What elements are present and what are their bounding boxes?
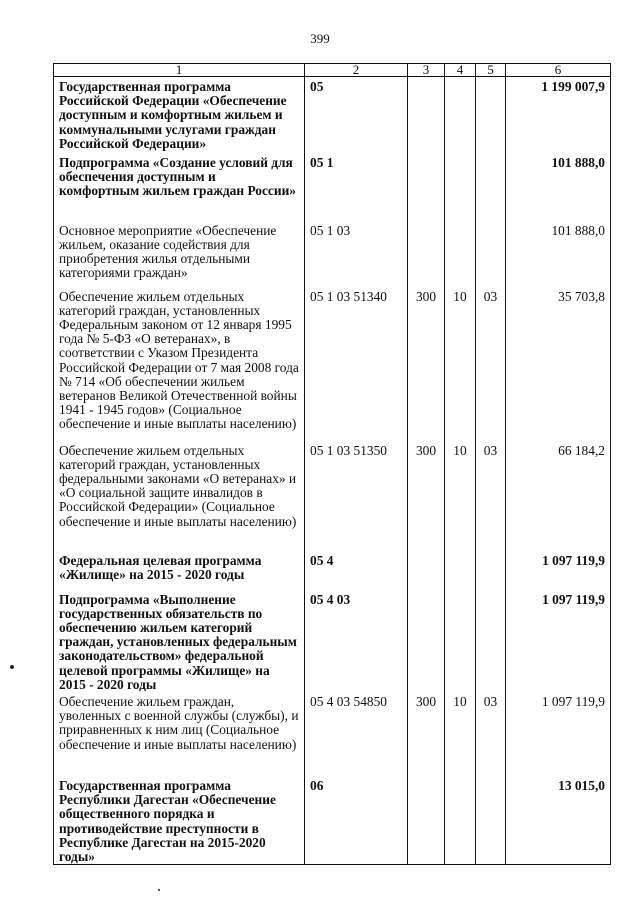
row-vr [408,77,445,153]
row-code: 05 4 [305,551,408,590]
row-name: Федеральная целевая программа «Жилище» на 2015 - 2020 годы [54,551,305,590]
header-col-1: 1 [54,64,305,77]
row-vr [408,551,445,590]
row-name: Обеспечение жильем граждан, уволенных с военной службы (службы), и приравненных к ним лиц (Социальное обеспечение и иные выплаты населению) [54,692,305,776]
row-code: 05 1 03 51350 [305,441,408,551]
row-rz [445,77,476,153]
row-amount: 1 199 007,9 [506,77,611,153]
row-vr [408,776,445,865]
row-pr: 03 [476,441,506,551]
row-code: 06 [305,776,408,865]
row-code: 05 [305,77,408,153]
header-row [54,64,611,77]
row-code: 05 1 [305,153,408,221]
header-col-2: 2 [305,64,408,77]
row-pr: 03 [476,692,506,776]
row-code: 05 1 03 51340 [305,287,408,441]
header-col-4: 4 [445,64,476,77]
table-row [54,590,611,692]
table-row [54,551,611,590]
table-row [54,692,611,776]
row-amount: 1 097 119,9 [506,590,611,692]
row-vr: 300 [408,287,445,441]
row-amount: 101 888,0 [506,153,611,221]
row-rz [445,776,476,865]
row-code: 05 4 03 54850 [305,692,408,776]
table-row [54,153,611,221]
row-amount: 101 888,0 [506,221,611,287]
page-number: 399 [310,31,330,46]
row-amount: 13 015,0 [506,776,611,865]
row-name: Подпрограмма «Выполнение государственных обязательств по обеспечению жильем категорий граждан, установленных федеральным законодательством» федеральной целевой программы «Жилище» на 2015 - 2020 годы [54,590,305,692]
table-row [54,441,611,551]
header-col-6: 6 [506,64,611,77]
margin-dot [10,665,14,669]
row-pr [476,77,506,153]
table-row [54,287,611,441]
row-code: 05 1 03 [305,221,408,287]
row-pr [476,221,506,287]
row-rz [445,221,476,287]
row-rz: 10 [445,692,476,776]
row-rz: 10 [445,287,476,441]
row-vr: 300 [408,441,445,551]
row-amount: 1 097 119,9 [506,692,611,776]
row-amount: 66 184,2 [506,441,611,551]
row-vr [408,153,445,221]
table-row [54,221,611,287]
table-row [54,77,611,153]
row-code: 05 4 03 [305,590,408,692]
row-pr [476,590,506,692]
row-name: Обеспечение жильем отдельных категорий граждан, установленных федеральными законами «О ветеранах» и «О социальной защите инвалидов в Российской Федерации» (Социальное обеспечение и иные выплаты населению) [54,441,305,551]
table-row [54,776,611,865]
row-rz: 10 [445,441,476,551]
row-pr [476,776,506,865]
budget-table [53,63,611,865]
row-rz [445,551,476,590]
row-vr [408,590,445,692]
row-amount: 35 703,8 [506,287,611,441]
row-rz [445,153,476,221]
row-vr [408,221,445,287]
header-col-3: 3 [408,64,445,77]
row-pr [476,551,506,590]
row-vr: 300 [408,692,445,776]
row-rz [445,590,476,692]
row-name: Обеспечение жильем отдельных категорий граждан, установленных Федеральным законом от 12 января 1995 года № 5-ФЗ «О ветеранах», в соответствии с Указом Президента Российской Федерации от 7 мая 2008 года № 714 «Об обеспечении жильем ветеранов Великой Отечественной войны 1941 - 1945 годов» (Социальное обеспечение и иные выплаты населению) [54,287,305,441]
row-name: Государственная программа Республики Дагестан «Обеспечение общественного порядка и противодействие преступности в Республике Дагестан на 2015-2020 годы» [54,776,305,865]
row-amount: 1 097 119,9 [506,551,611,590]
row-pr [476,153,506,221]
row-name: Основное мероприятие «Обеспечение жильем, оказание содействия для приобретения жилья отдельными категориями граждан» [54,221,305,287]
row-name: Государственная программа Российской Федерации «Обеспечение доступным и комфортным жильем и коммунальными услугами граждан Российской Федерации» [54,77,305,153]
row-pr: 03 [476,287,506,441]
row-name: Подпрограмма «Создание условий для обеспечения доступным и комфортным жильем граждан России» [54,153,305,221]
header-col-5: 5 [476,64,506,77]
scan-speck [158,889,160,891]
